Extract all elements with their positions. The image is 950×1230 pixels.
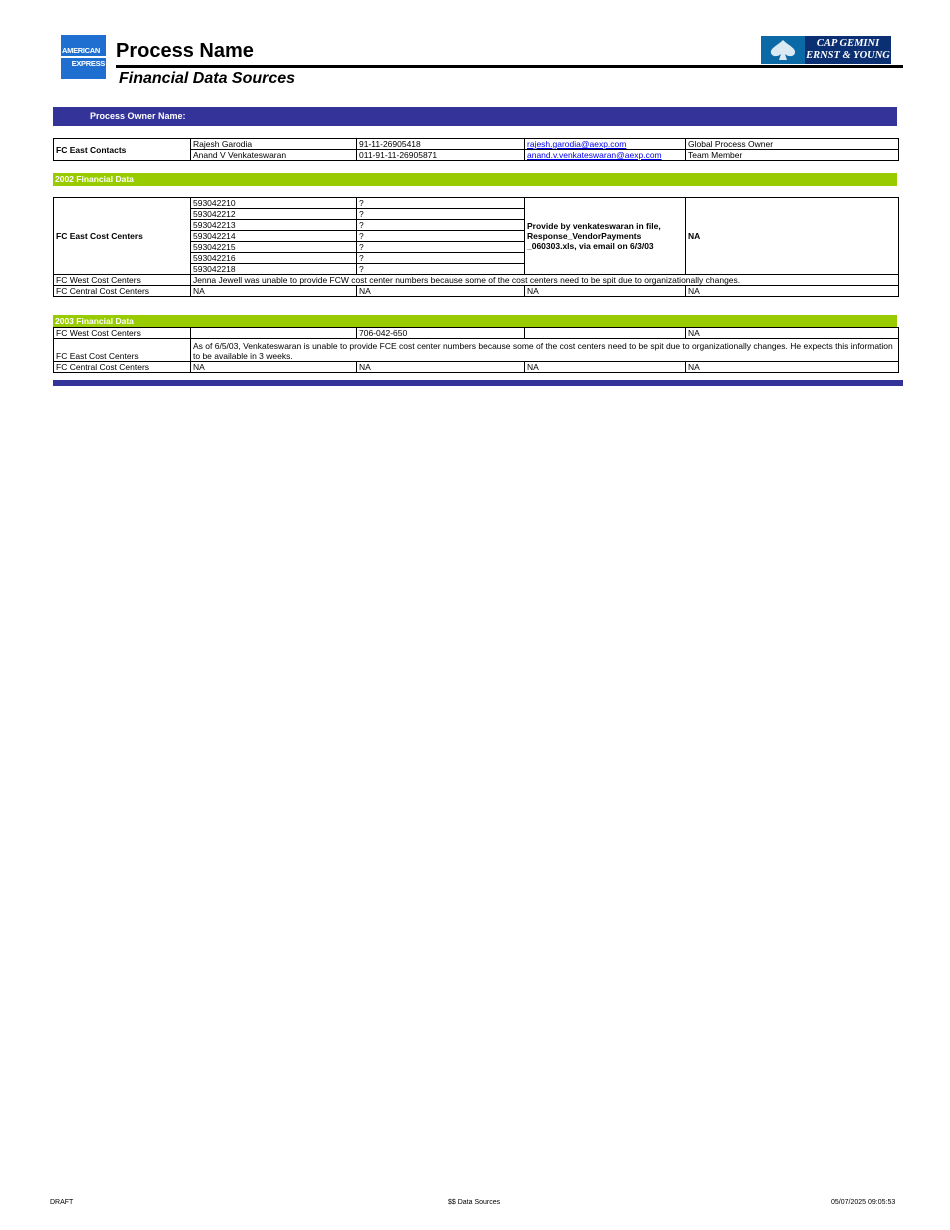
cgey-logo-line1: CAP GEMINI [816,38,880,49]
header-rule [116,65,903,68]
central-value: NA [191,286,357,297]
table-row [54,328,899,339]
contact-role: Global Process Owner [686,139,899,150]
contact-email-cell [525,150,686,161]
cost-center-value: ? [357,242,525,253]
contact-email-link[interactable]: rajesh.garodia@aexp.com [527,139,627,149]
cost-center-value: ? [357,209,525,220]
central-cost-centers-label: FC Central Cost Centers [54,286,191,297]
central-value: NA [191,362,357,373]
amex-logo-word2: EXPRESS [61,59,106,68]
cost-center-value: ? [357,220,525,231]
footer-right: 05/07/2025 09:05:53 [831,1199,896,1206]
cost-center-value: ? [357,264,525,275]
cost-center-code: 593042216 [191,253,357,264]
cost-center-code: 593042210 [191,198,357,209]
spade-icon [761,36,805,64]
contacts-table [53,138,899,161]
process-owner-bar [53,107,897,126]
contact-name: Rajesh Garodia [191,139,357,150]
central-cost-centers-label: FC Central Cost Centers [54,362,191,373]
central-value: NA [686,362,899,373]
west-cost-center-code: 706-042-650 [357,328,525,339]
contact-name: Anand V Venkateswaran [191,150,357,161]
central-value: NA [525,286,686,297]
bottom-rule [53,380,903,386]
amex-logo-word1: AMERICAN [61,46,106,55]
cost-center-value: ? [357,231,525,242]
empty-cell [191,328,357,339]
central-value: NA [357,286,525,297]
footer-left: DRAFT [50,1199,74,1206]
table-row [54,275,899,286]
table-row [54,286,899,297]
west-cost-centers-note: Jenna Jewell was unable to provide FCW cost center numbers because some of the cost centers need to be spit due to organizationally changes. [191,275,899,286]
table-row [54,339,899,362]
financial-2003-table [53,327,899,373]
cgey-logo-line2: ERNST & YOUNG [806,50,890,61]
section-header-2002: 2002 Financial Data [53,173,897,186]
contact-phone: 011-91-11-26905871 [357,150,525,161]
cost-center-code: 593042214 [191,231,357,242]
contacts-label: FC East Contacts [54,139,191,161]
empty-cell [525,328,686,339]
west-cost-centers-na: NA [686,328,899,339]
east-cost-centers-na: NA [686,198,899,275]
american-express-logo [61,35,106,79]
west-cost-centers-label: FC West Cost Centers [54,328,191,339]
east-cost-centers-note: Provide by venkateswaran in file, Response_VendorPayments _060303.xls, via email on 6/3/03 [525,198,686,275]
table-row [54,139,899,150]
contact-role: Team Member [686,150,899,161]
cost-center-code: 593042212 [191,209,357,220]
contact-email-cell [525,139,686,150]
contact-email-link[interactable]: anand.v.venkateswaran@aexp.com [527,150,662,160]
section-header-2003: 2003 Financial Data [53,315,897,328]
cost-center-code: 593042218 [191,264,357,275]
central-value: NA [357,362,525,373]
footer-center: $$ Data Sources [448,1199,501,1206]
cost-center-value: ? [357,253,525,264]
financial-2002-table [53,197,899,297]
central-value: NA [525,362,686,373]
cap-gemini-ernst-young-logo [761,36,891,64]
page-subtitle: Financial Data Sources [119,70,296,87]
east-cost-centers-note: As of 6/5/03, Venkateswaran is unable to provide FCE cost center numbers because some of the cost centers need to be spit due to organizationally changes. He expects this information to be available in 3 weeks. [191,339,899,362]
west-cost-centers-label: FC West Cost Centers [54,275,191,286]
cost-center-code: 593042215 [191,242,357,253]
table-row [54,362,899,373]
east-cost-centers-label: FC East Cost Centers [54,339,191,362]
east-cost-centers-label: FC East Cost Centers [54,198,191,275]
page-title: Process Name [116,40,254,62]
cost-center-value: ? [357,198,525,209]
central-value: NA [686,286,899,297]
table-row [54,198,899,209]
cost-center-code: 593042213 [191,220,357,231]
process-owner-label: Process Owner Name: [90,111,186,121]
contact-phone: 91-11-26905418 [357,139,525,150]
